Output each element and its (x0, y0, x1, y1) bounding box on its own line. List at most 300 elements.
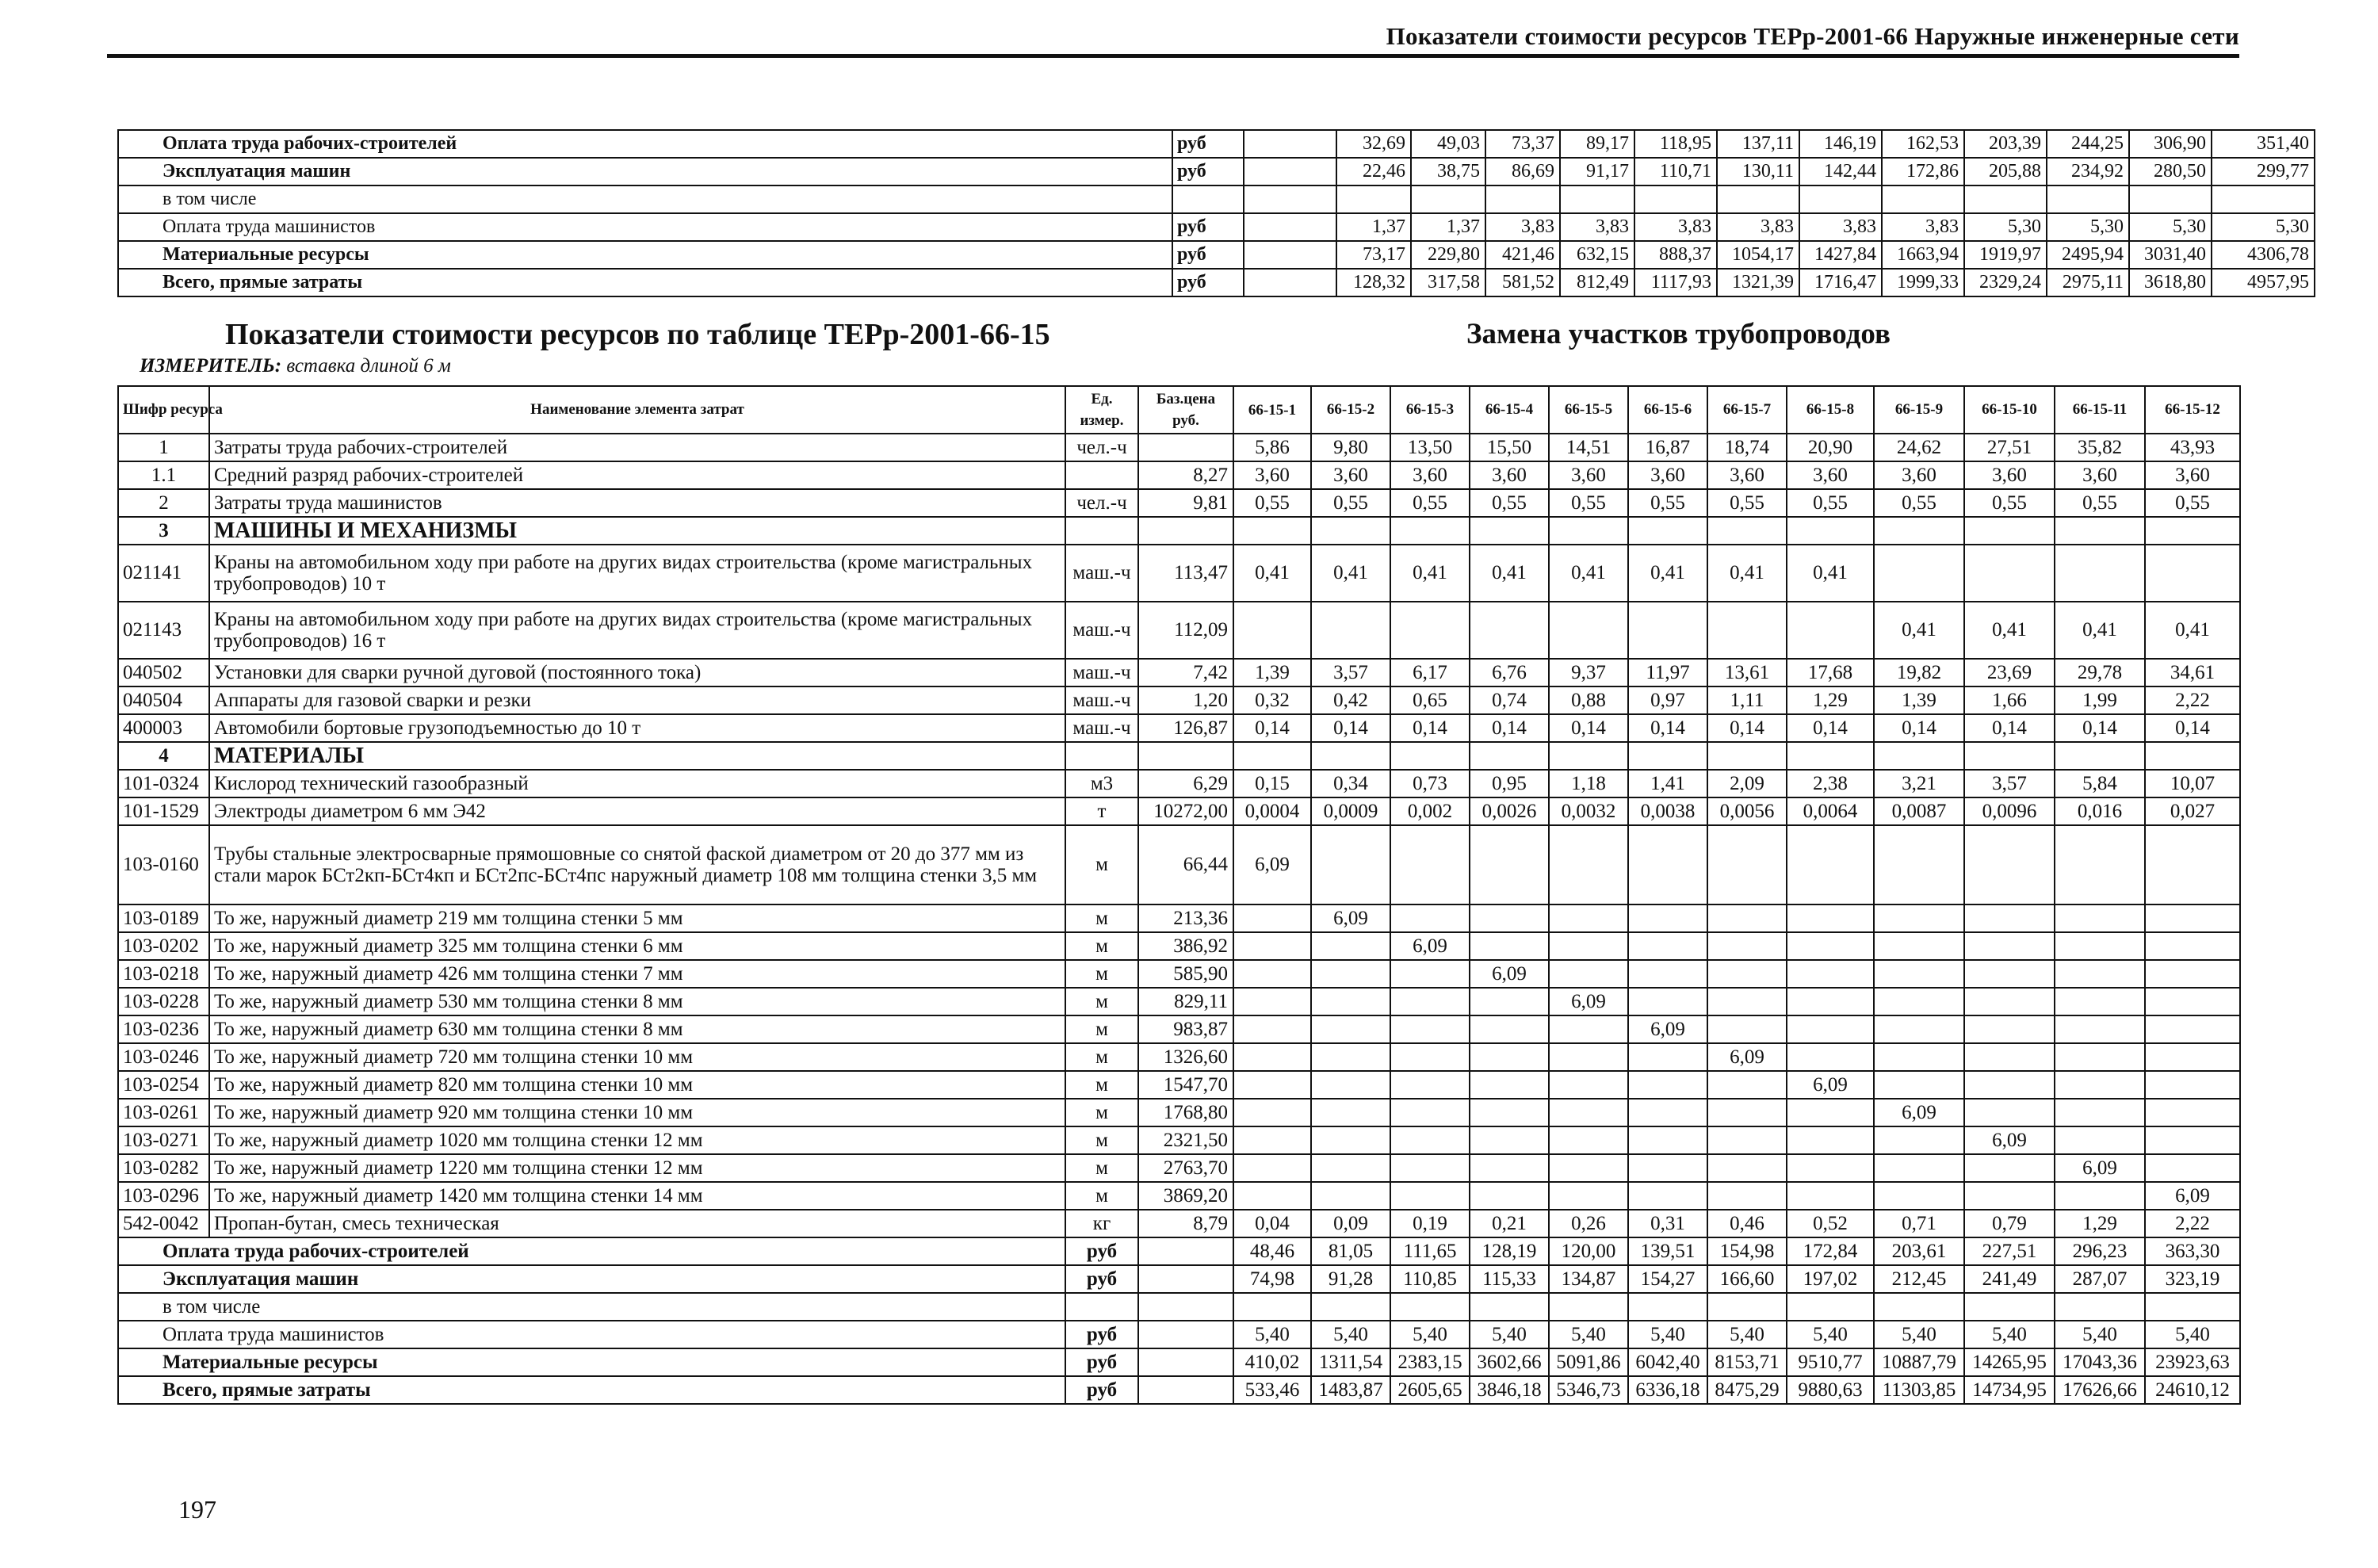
row-value: 14734,95 (1964, 1376, 2055, 1404)
top-row-label: Материальные ресурсы (118, 241, 1172, 269)
row-code: 3 (118, 517, 209, 545)
row-value: 8153,71 (1707, 1348, 1787, 1376)
row-value (1233, 1071, 1311, 1099)
row-base-price: 1326,60 (1138, 1043, 1233, 1071)
row-base-price (1138, 1376, 1233, 1404)
row-value (1707, 904, 1787, 932)
row-name: Краны на автомобильном ходу при работе на других видах строительства (кроме магистральных трубопроводов) 10 т (209, 545, 1065, 602)
row-value: 0,65 (1390, 686, 1470, 714)
row-unit: м (1065, 1043, 1138, 1071)
row-value: 2,09 (1707, 770, 1787, 797)
row-unit: м (1065, 1126, 1138, 1154)
row-value: 134,87 (1549, 1265, 1628, 1293)
row-value (1707, 1015, 1787, 1043)
row-value (1311, 1182, 1390, 1210)
row-value: 6,09 (1964, 1126, 2055, 1154)
row-name: То же, наружный диаметр 920 мм толщина стенки 10 мм (209, 1099, 1065, 1126)
row-value (1390, 1293, 1470, 1321)
row-value (1470, 904, 1549, 932)
row-name: То же, наружный диаметр 1220 мм толщина стенки 12 мм (209, 1154, 1065, 1182)
row-unit: руб (1065, 1321, 1138, 1348)
row-base-price: 9,81 (1138, 489, 1233, 517)
table-header-row (118, 386, 2240, 434)
top-row-value: 73,37 (1485, 130, 1560, 158)
row-value: 0,34 (1311, 770, 1390, 797)
top-row-value: 5,30 (2212, 213, 2315, 241)
empty-cell (1470, 517, 1549, 545)
row-unit: м (1065, 1154, 1138, 1182)
measure-line (140, 355, 451, 377)
row-value: 0,41 (1964, 602, 2055, 659)
row-value: 6,09 (2055, 1154, 2145, 1182)
row-code: 103-0296 (118, 1182, 209, 1210)
top-row-value: 3618,80 (2129, 269, 2212, 296)
summary-row (118, 1293, 2240, 1321)
row-value: 1,99 (2055, 686, 2145, 714)
empty-cell (1874, 517, 1964, 545)
row-value: 1483,87 (1311, 1376, 1390, 1404)
header-col-1: 66-15-1 (1233, 386, 1311, 434)
row-unit: руб (1065, 1265, 1138, 1293)
top-row-value: 3031,40 (2129, 241, 2212, 269)
row-value (1964, 1293, 2055, 1321)
row-value (2145, 1126, 2240, 1154)
row-value: 1,41 (1628, 770, 1707, 797)
row-value: 0,0032 (1549, 797, 1628, 825)
measure-value: вставка длиной 6 м (286, 355, 451, 377)
row-value: 3,60 (1964, 461, 2055, 489)
row-base-price (1138, 434, 1233, 461)
empty-cell (1138, 517, 1233, 545)
row-value: 172,84 (1787, 1237, 1874, 1265)
row-value: 3,60 (1787, 461, 1874, 489)
row-value (1311, 1099, 1390, 1126)
row-value (1311, 1043, 1390, 1071)
row-value: 23923,63 (2145, 1348, 2240, 1376)
row-value (1233, 1182, 1311, 1210)
row-name: То же, наружный диаметр 820 мм толщина стенки 10 мм (209, 1071, 1065, 1099)
row-base-price: 1768,80 (1138, 1099, 1233, 1126)
row-unit: м (1065, 904, 1138, 932)
row-value (1787, 960, 1874, 988)
row-value: 3,60 (1233, 461, 1311, 489)
table-row (118, 545, 2240, 602)
row-value: 1,39 (1233, 659, 1311, 686)
row-value: 24610,12 (2145, 1376, 2240, 1404)
header-unit: Ед. измер. (1065, 386, 1138, 434)
row-value (2145, 1099, 2240, 1126)
row-value: 0,0087 (1874, 797, 1964, 825)
row-base-price: 113,47 (1138, 545, 1233, 602)
summary-row (118, 1237, 2240, 1265)
row-value: 5,40 (1311, 1321, 1390, 1348)
row-code: 103-0254 (118, 1071, 209, 1099)
top-row-unit: руб (1172, 158, 1244, 185)
top-row-value: 1054,17 (1717, 241, 1799, 269)
row-code: 103-0218 (118, 960, 209, 988)
row-code: 021143 (118, 602, 209, 659)
row-value (1874, 1043, 1964, 1071)
row-value: 6,09 (1390, 932, 1470, 960)
row-value (1390, 904, 1470, 932)
row-value (1549, 825, 1628, 904)
row-value: 6,09 (2145, 1182, 2240, 1210)
row-value (2145, 1154, 2240, 1182)
empty-cell (1549, 742, 1628, 770)
row-value: 0,55 (1390, 489, 1470, 517)
top-row-value: 3,83 (1717, 213, 1799, 241)
row-value: 0,55 (1233, 489, 1311, 517)
row-value: 6,09 (1707, 1043, 1787, 1071)
row-value: 0,0004 (1233, 797, 1311, 825)
empty-cell (1787, 517, 1874, 545)
row-base-price: 386,92 (1138, 932, 1233, 960)
row-value: 18,74 (1707, 434, 1787, 461)
row-name: Затраты труда рабочих-строителей (209, 434, 1065, 461)
section-row (118, 517, 2240, 545)
row-value: 3,60 (2055, 461, 2145, 489)
header-col-11: 66-15-11 (2055, 386, 2145, 434)
row-value: 197,02 (1787, 1265, 1874, 1293)
top-row-value: 317,58 (1411, 269, 1485, 296)
row-value (2145, 545, 2240, 602)
row-name: То же, наружный диаметр 1420 мм толщина стенки 14 мм (209, 1182, 1065, 1210)
row-code: 040502 (118, 659, 209, 686)
row-value: 17626,66 (2055, 1376, 2145, 1404)
row-code: 1.1 (118, 461, 209, 489)
row-value: 0,41 (1470, 545, 1549, 602)
row-value: 2,22 (2145, 1210, 2240, 1237)
row-value: 0,55 (1964, 489, 2055, 517)
row-value: 6,09 (1311, 904, 1390, 932)
row-value (1964, 1043, 2055, 1071)
row-value (1549, 1293, 1628, 1321)
top-row-value (2212, 185, 2315, 213)
top-row-empty (1244, 185, 1336, 213)
row-value (1233, 1126, 1311, 1154)
header-col-9: 66-15-9 (1874, 386, 1964, 434)
row-value (1628, 825, 1707, 904)
header-col-6: 66-15-6 (1628, 386, 1707, 434)
header-col-5: 66-15-5 (1549, 386, 1628, 434)
row-base-price: 585,90 (1138, 960, 1233, 988)
table-row (118, 686, 2240, 714)
row-value: 10,07 (2145, 770, 2240, 797)
top-row-value: 32,69 (1336, 130, 1411, 158)
row-code: 542-0042 (118, 1210, 209, 1237)
row-value: 0,14 (1628, 714, 1707, 742)
row-value (2145, 825, 2240, 904)
row-code: 103-0282 (118, 1154, 209, 1182)
row-value: 3,60 (1390, 461, 1470, 489)
row-value: 16,87 (1628, 434, 1707, 461)
row-name: Установки для сварки ручной дуговой (постоянного тока) (209, 659, 1065, 686)
row-code: 101-0324 (118, 770, 209, 797)
table-row (118, 1182, 2240, 1210)
row-value (2055, 1182, 2145, 1210)
table-row (118, 797, 2240, 825)
row-name: Кислород технический газообразный (209, 770, 1065, 797)
top-row-value: 38,75 (1411, 158, 1485, 185)
row-value: 0,41 (1233, 545, 1311, 602)
row-value: 0,41 (1787, 545, 1874, 602)
empty-cell (1390, 742, 1470, 770)
row-value (1874, 1293, 1964, 1321)
row-value: 34,61 (2145, 659, 2240, 686)
row-value: 15,50 (1470, 434, 1549, 461)
row-value: 13,50 (1390, 434, 1470, 461)
header-col-4: 66-15-4 (1470, 386, 1549, 434)
row-code: 103-0246 (118, 1043, 209, 1071)
row-value: 23,69 (1964, 659, 2055, 686)
measure-label: ИЗМЕРИТЕЛЬ: (140, 355, 282, 377)
top-row-value: 3,83 (1560, 213, 1634, 241)
top-row-value: 205,88 (1964, 158, 2047, 185)
top-row-value (1634, 185, 1717, 213)
row-value: 0,73 (1390, 770, 1470, 797)
row-value: 5,40 (1874, 1321, 1964, 1348)
row-value (1233, 1015, 1311, 1043)
row-value: 0,97 (1628, 686, 1707, 714)
row-value: 5,40 (1787, 1321, 1874, 1348)
row-value: 410,02 (1233, 1348, 1311, 1376)
row-value (1233, 1154, 1311, 1182)
row-value: 5,86 (1233, 434, 1311, 461)
section-title: Показатели стоимости ресурсов по таблице ТЕРр-2001-66-15 (225, 318, 1050, 351)
row-value (2145, 1071, 2240, 1099)
row-base-price (1138, 1265, 1233, 1293)
row-value: 0,41 (1549, 545, 1628, 602)
row-value: 5091,86 (1549, 1348, 1628, 1376)
row-code: 4 (118, 742, 209, 770)
row-value (1549, 1043, 1628, 1071)
row-value (1549, 1071, 1628, 1099)
row-value: 154,27 (1628, 1265, 1707, 1293)
row-base-price: 66,44 (1138, 825, 1233, 904)
row-value: 5,40 (1707, 1321, 1787, 1348)
row-value: 29,78 (2055, 659, 2145, 686)
top-row-value: 5,30 (1964, 213, 2047, 241)
row-base-price (1138, 1293, 1233, 1321)
row-name: Аппараты для газовой сварки и резки (209, 686, 1065, 714)
row-base-price: 983,87 (1138, 1015, 1233, 1043)
row-value: 6,09 (1874, 1099, 1964, 1126)
row-value (1311, 932, 1390, 960)
row-value: 1,29 (2055, 1210, 2145, 1237)
table-row (118, 960, 2240, 988)
row-value: 24,62 (1874, 434, 1964, 461)
top-row-value: 49,03 (1411, 130, 1485, 158)
row-value (2055, 1015, 2145, 1043)
top-row-value: 2975,11 (2047, 269, 2129, 296)
row-value (1964, 1182, 2055, 1210)
top-row-value: 3,83 (1799, 213, 1882, 241)
row-value: 0,55 (2145, 489, 2240, 517)
row-value: 110,85 (1390, 1265, 1470, 1293)
row-value (1628, 960, 1707, 988)
empty-cell (1874, 742, 1964, 770)
top-row-value: 110,71 (1634, 158, 1717, 185)
top-row-value: 73,17 (1336, 241, 1411, 269)
row-value: 0,41 (1311, 545, 1390, 602)
row-value: 0,19 (1390, 1210, 1470, 1237)
row-base-price (1138, 1237, 1233, 1265)
row-value: 3,60 (1874, 461, 1964, 489)
row-value: 0,0026 (1470, 797, 1549, 825)
row-value (1874, 1154, 1964, 1182)
row-value (1470, 1154, 1549, 1182)
row-value: 115,33 (1470, 1265, 1549, 1293)
row-unit: руб (1065, 1237, 1138, 1265)
top-row-value: 3,83 (1634, 213, 1717, 241)
row-value: 0,55 (1470, 489, 1549, 517)
row-value: 0,41 (2145, 602, 2240, 659)
row-value: 0,55 (1628, 489, 1707, 517)
row-unit (1065, 1293, 1138, 1321)
row-value (1390, 1182, 1470, 1210)
row-value: 0,32 (1233, 686, 1311, 714)
row-value: 0,09 (1311, 1210, 1390, 1237)
row-code: 103-0228 (118, 988, 209, 1015)
row-value: 3,57 (1964, 770, 2055, 797)
row-value: 1,18 (1549, 770, 1628, 797)
row-value: 5,40 (1470, 1321, 1549, 1348)
row-base-price: 8,79 (1138, 1210, 1233, 1237)
row-value: 5,40 (1964, 1321, 2055, 1348)
empty-cell (1065, 742, 1138, 770)
top-row-value: 142,44 (1799, 158, 1882, 185)
top-row-value: 137,11 (1717, 130, 1799, 158)
row-value: 5346,73 (1549, 1376, 1628, 1404)
top-row-value (1717, 185, 1799, 213)
row-unit: м (1065, 825, 1138, 904)
row-value: 0,26 (1549, 1210, 1628, 1237)
row-value: 5,40 (2145, 1321, 2240, 1348)
top-table-row (118, 241, 2315, 269)
summary-row (118, 1321, 2240, 1348)
top-table-row (118, 158, 2315, 185)
empty-cell (1628, 742, 1707, 770)
row-value (1470, 1071, 1549, 1099)
row-value: 3,21 (1874, 770, 1964, 797)
row-value: 0,41 (1874, 602, 1964, 659)
row-value (1874, 825, 1964, 904)
row-value (1707, 960, 1787, 988)
top-row-value: 146,19 (1799, 130, 1882, 158)
top-row-label: в том числе (118, 185, 1172, 213)
row-code: 021141 (118, 545, 209, 602)
row-value (1628, 1154, 1707, 1182)
table-row (118, 1071, 2240, 1099)
row-value: 0,14 (1549, 714, 1628, 742)
row-value: 2,38 (1787, 770, 1874, 797)
row-value: 0,14 (1707, 714, 1787, 742)
row-value (1233, 602, 1311, 659)
row-value: 6,09 (1549, 988, 1628, 1015)
row-value (1311, 1154, 1390, 1182)
row-value: 0,79 (1964, 1210, 2055, 1237)
row-code: 103-0261 (118, 1099, 209, 1126)
top-row-value (2129, 185, 2212, 213)
row-value (2055, 1099, 2145, 1126)
row-name: То же, наружный диаметр 530 мм толщина стенки 8 мм (209, 988, 1065, 1015)
section-row (118, 742, 2240, 770)
row-value: 0,14 (1470, 714, 1549, 742)
row-value: 48,46 (1233, 1237, 1311, 1265)
row-value (1549, 1154, 1628, 1182)
row-value (1470, 932, 1549, 960)
empty-cell (1311, 517, 1390, 545)
row-value: 3,60 (1707, 461, 1787, 489)
row-value (1233, 904, 1311, 932)
empty-cell (1707, 742, 1787, 770)
empty-cell (1628, 517, 1707, 545)
top-row-value: 172,86 (1882, 158, 1964, 185)
top-row-value: 4306,78 (2212, 241, 2315, 269)
row-value: 0,14 (1233, 714, 1311, 742)
row-value: 0,15 (1233, 770, 1311, 797)
top-row-value: 581,52 (1485, 269, 1560, 296)
row-value: 6336,18 (1628, 1376, 1707, 1404)
empty-cell (1964, 742, 2055, 770)
empty-cell (1964, 517, 2055, 545)
row-value: 1311,54 (1311, 1348, 1390, 1376)
row-name: Затраты труда машинистов (209, 489, 1065, 517)
row-base-price: 8,27 (1138, 461, 1233, 489)
top-row-value: 1716,47 (1799, 269, 1882, 296)
top-table-row (118, 130, 2315, 158)
row-value (1390, 1043, 1470, 1071)
top-row-empty (1244, 241, 1336, 269)
row-value (1874, 904, 1964, 932)
header-col-7: 66-15-7 (1707, 386, 1787, 434)
empty-cell (1707, 517, 1787, 545)
row-value: 6,09 (1470, 960, 1549, 988)
row-value (1470, 1043, 1549, 1071)
row-value: 11303,85 (1874, 1376, 1964, 1404)
row-value (1874, 1071, 1964, 1099)
row-value: 0,14 (1964, 714, 2055, 742)
row-unit: м (1065, 960, 1138, 988)
row-value: 10887,79 (1874, 1348, 1964, 1376)
row-name: Краны на автомобильном ходу при работе на других видах строительства (кроме магистральных трубопроводов) 16 т (209, 602, 1065, 659)
table-row (118, 770, 2240, 797)
top-summary-table (117, 129, 2315, 297)
row-value (1549, 1099, 1628, 1126)
row-value (1964, 932, 2055, 960)
row-value (1787, 904, 1874, 932)
row-value (1707, 1154, 1787, 1182)
row-value: 0,21 (1470, 1210, 1549, 1237)
table-row (118, 714, 2240, 742)
top-row-label: Эксплуатация машин (118, 158, 1172, 185)
row-value (1874, 988, 1964, 1015)
row-unit: м (1065, 1071, 1138, 1099)
row-value: 19,82 (1874, 659, 1964, 686)
row-name: Пропан-бутан, смесь техническая (209, 1210, 1065, 1237)
row-value (1628, 602, 1707, 659)
row-code: 1 (118, 434, 209, 461)
top-row-value: 86,69 (1485, 158, 1560, 185)
row-value: 3846,18 (1470, 1376, 1549, 1404)
top-row-value: 22,46 (1336, 158, 1411, 185)
row-unit: руб (1065, 1376, 1138, 1404)
row-value: 6,09 (1233, 825, 1311, 904)
row-value (1233, 988, 1311, 1015)
row-name: То же, наружный диаметр 720 мм толщина стенки 10 мм (209, 1043, 1065, 1071)
row-value: 1,39 (1874, 686, 1964, 714)
top-row-value: 5,30 (2047, 213, 2129, 241)
